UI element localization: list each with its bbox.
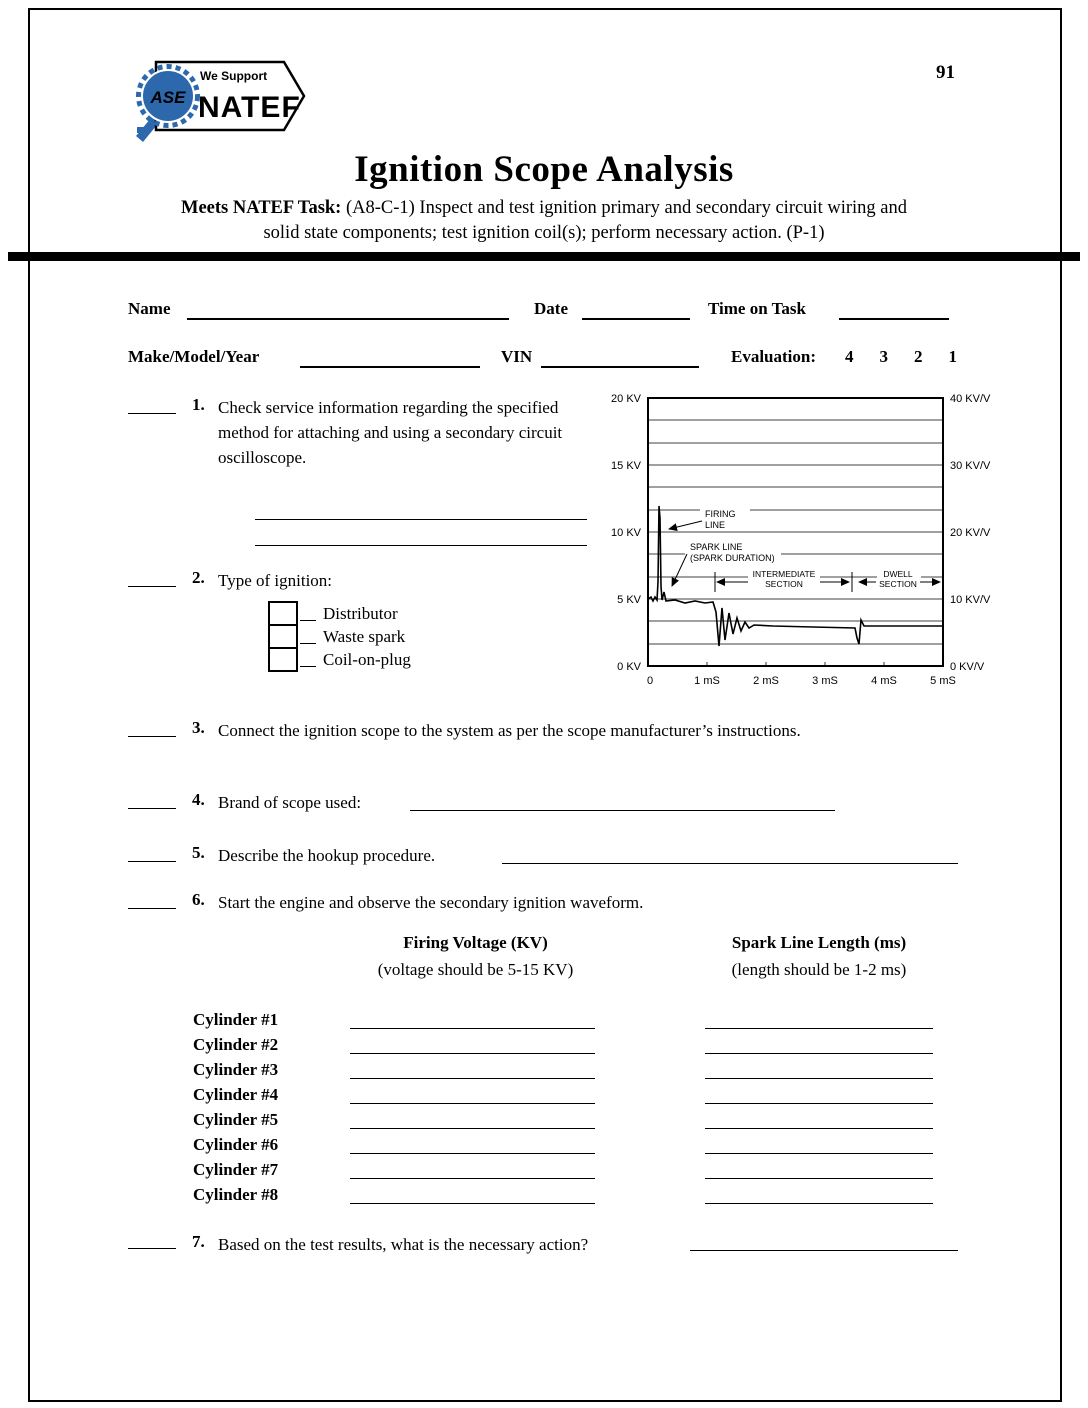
item-1-status-blank[interactable] <box>128 396 176 414</box>
ignition-option-waste-spark <box>268 624 411 649</box>
item-4-number: 4. <box>192 790 205 809</box>
cylinder-4-label: Cylinder #4 <box>193 1085 279 1104</box>
spark-line-subheader: (length should be 1-2 ms) <box>731 960 907 979</box>
item-2-text: Type of ignition: <box>218 571 333 590</box>
page-title: Ignition Scope Analysis <box>354 149 734 190</box>
cylinder-1-voltage-blank[interactable] <box>350 1010 595 1029</box>
meets-task-line2: solid state components; test ignition coil(s); perform necessary action. (P-1) <box>263 223 825 243</box>
item-1-number: 1. <box>192 395 205 414</box>
left-axis-20kv: 20 KV <box>611 393 641 405</box>
evaluation-label: Evaluation: <box>731 347 817 366</box>
vin-label: VIN <box>501 347 533 366</box>
item-1-answer-line-1[interactable] <box>255 498 587 520</box>
firing-voltage-subheader: (voltage should be 5-15 KV) <box>377 960 574 979</box>
item-5-number: 5. <box>192 843 205 862</box>
left-axis-15kv: 15 KV <box>611 460 641 472</box>
right-axis-40kvv: 40 KV/V <box>950 393 991 405</box>
cylinder-5-voltage-blank[interactable] <box>350 1110 595 1129</box>
waste-spark-label: Waste spark <box>323 627 406 646</box>
dwell-section-label-2: SECTION <box>879 579 917 589</box>
vin-blank[interactable] <box>541 348 699 368</box>
scope-left-axis <box>611 393 642 673</box>
item-1-answer-line-2[interactable] <box>255 524 587 546</box>
cylinder-2-label: Cylinder #2 <box>193 1035 279 1054</box>
make-model-year-label: Make/Model/Year <box>128 347 260 366</box>
item-7-answer-blank[interactable] <box>690 1233 958 1251</box>
ignition-type-options <box>268 601 411 672</box>
cylinder-2-voltage-blank[interactable] <box>350 1035 595 1054</box>
cylinder-6-voltage-blank[interactable] <box>350 1135 595 1154</box>
left-axis-5kv: 5 KV <box>617 594 641 606</box>
firing-line-arrow <box>669 521 702 529</box>
date-label: Date <box>534 299 568 318</box>
coil-on-plug-label: Coil-on-plug <box>323 650 411 669</box>
right-axis-0kvv: 0 KV/V <box>950 661 985 673</box>
left-axis-10kv: 10 KV <box>611 527 641 539</box>
item-6-number: 6. <box>192 890 205 909</box>
time-on-task-label: Time on Task <box>708 299 806 318</box>
cylinder-6-label: Cylinder #6 <box>193 1135 279 1154</box>
item-5-status-blank[interactable] <box>128 844 176 862</box>
item-3-number: 3. <box>192 718 205 737</box>
cylinder-6-spark-blank[interactable] <box>705 1135 933 1154</box>
cylinder-2-spark-blank[interactable] <box>705 1035 933 1054</box>
item-1-text: Check service information regarding the specified method for attaching and using a secondary circuit oscilloscope. <box>218 398 563 467</box>
item-3-text: Connect the ignition scope to the system as per the scope manufacturer’s instructions. <box>218 721 801 740</box>
item-6-status-blank[interactable] <box>128 891 176 909</box>
cylinder-4-spark-blank[interactable] <box>705 1085 933 1104</box>
cylinder-7-voltage-blank[interactable] <box>350 1160 595 1179</box>
distributor-label: Distributor <box>323 604 398 623</box>
scope-diagram <box>593 386 1013 704</box>
meets-task-label: Meets NATEF Task: <box>181 198 342 218</box>
evaluation-score-3[interactable]: 3 <box>879 347 888 366</box>
name-label: Name <box>128 299 171 318</box>
cylinder-3-label: Cylinder #3 <box>193 1060 279 1079</box>
x-axis-2ms: 2 mS <box>753 675 779 687</box>
x-axis-3ms: 3 mS <box>812 675 838 687</box>
cylinder-8-spark-blank[interactable] <box>705 1185 933 1204</box>
left-axis-0kv: 0 KV <box>617 661 641 673</box>
item-4-text: Brand of scope used: <box>218 793 362 812</box>
coil-on-plug-check-line[interactable] <box>300 647 316 667</box>
cylinder-1-label: Cylinder #1 <box>193 1010 279 1029</box>
spark-line-label-2: (SPARK DURATION) <box>690 553 775 563</box>
dwell-section-label-1: DWELL <box>883 569 913 579</box>
item-3-status-blank[interactable] <box>128 719 176 737</box>
page-number: 91 <box>936 62 955 83</box>
item-4-status-blank[interactable] <box>128 791 176 809</box>
x-axis-1ms: 1 mS <box>694 675 720 687</box>
evaluation-score-2[interactable]: 2 <box>914 347 923 366</box>
intermediate-section-label-1: INTERMEDIATE <box>752 569 816 579</box>
item-7-text: Based on the test results, what is the necessary action? <box>218 1235 589 1254</box>
coil-on-plug-checkbox[interactable] <box>268 647 298 672</box>
cylinder-5-spark-blank[interactable] <box>705 1110 933 1129</box>
waste-spark-checkbox[interactable] <box>268 624 298 649</box>
firing-line-label-2: LINE <box>705 520 726 530</box>
scope-right-axis <box>950 393 991 673</box>
item-7-status-blank[interactable] <box>128 1233 176 1249</box>
x-axis-5ms: 5 mS <box>930 675 956 687</box>
intermediate-section-label-2: SECTION <box>765 579 803 589</box>
cylinder-1-spark-blank[interactable] <box>705 1010 933 1029</box>
cylinder-5-label: Cylinder #5 <box>193 1110 279 1129</box>
ignition-option-coil-on-plug <box>268 647 411 672</box>
ignition-option-distributor <box>268 601 411 626</box>
divider-bar <box>8 252 1080 261</box>
meets-task-text1: (A8-C-1) Inspect and test ignition primary and secondary circuit wiring and <box>345 198 907 218</box>
spark-line-header: Spark Line Length (ms) <box>731 933 907 952</box>
right-axis-10kvv: 10 KV/V <box>950 594 991 606</box>
item-5-answer-blank[interactable] <box>502 844 958 864</box>
name-blank[interactable] <box>187 300 509 320</box>
cylinder-8-voltage-blank[interactable] <box>350 1185 595 1204</box>
scope-x-axis <box>647 675 956 687</box>
item-2-number: 2. <box>192 568 205 587</box>
right-axis-20kvv: 20 KV/V <box>950 527 991 539</box>
spark-line-arrow <box>672 554 687 586</box>
natef-logo <box>126 54 316 146</box>
spark-line-label-1: SPARK LINE <box>690 542 743 552</box>
distributor-check-line[interactable] <box>300 601 316 621</box>
cylinder-4-voltage-blank[interactable] <box>350 1085 595 1104</box>
waste-spark-check-line[interactable] <box>300 624 316 644</box>
item-2-status-blank[interactable] <box>128 569 176 587</box>
item-7-number: 7. <box>192 1232 205 1251</box>
x-axis-0: 0 <box>646 675 654 687</box>
natef-text: NATEF <box>198 91 301 124</box>
ase-text: ASE <box>150 88 186 107</box>
we-support-text: We Support <box>200 69 268 83</box>
firing-voltage-header: Firing Voltage (KV) <box>403 933 548 952</box>
cylinder-3-spark-blank[interactable] <box>705 1060 933 1079</box>
meets-task-line1 <box>0 198 1088 219</box>
cylinder-7-spark-blank[interactable] <box>705 1160 933 1179</box>
make-model-year-blank[interactable] <box>300 348 480 368</box>
date-blank[interactable] <box>582 300 690 320</box>
right-axis-30kvv: 30 KV/V <box>950 460 991 472</box>
cylinder-8-label: Cylinder #8 <box>193 1185 279 1204</box>
distributor-checkbox[interactable] <box>268 601 298 626</box>
firing-line-label-1: FIRING <box>705 509 736 519</box>
item-4-answer-blank[interactable] <box>410 791 835 811</box>
cylinder-3-voltage-blank[interactable] <box>350 1060 595 1079</box>
cylinder-7-label: Cylinder #7 <box>193 1160 279 1179</box>
evaluation-score-1[interactable]: 1 <box>948 347 957 366</box>
time-on-task-blank[interactable] <box>839 300 949 320</box>
item-5-text: Describe the hookup procedure. <box>218 846 436 865</box>
item-6-text: Start the engine and observe the secondary ignition waveform. <box>218 893 644 912</box>
x-axis-4ms: 4 mS <box>871 675 897 687</box>
evaluation-score-4[interactable]: 4 <box>845 347 854 366</box>
ase-key-tooth <box>137 127 146 133</box>
evaluation-scores <box>845 347 957 367</box>
